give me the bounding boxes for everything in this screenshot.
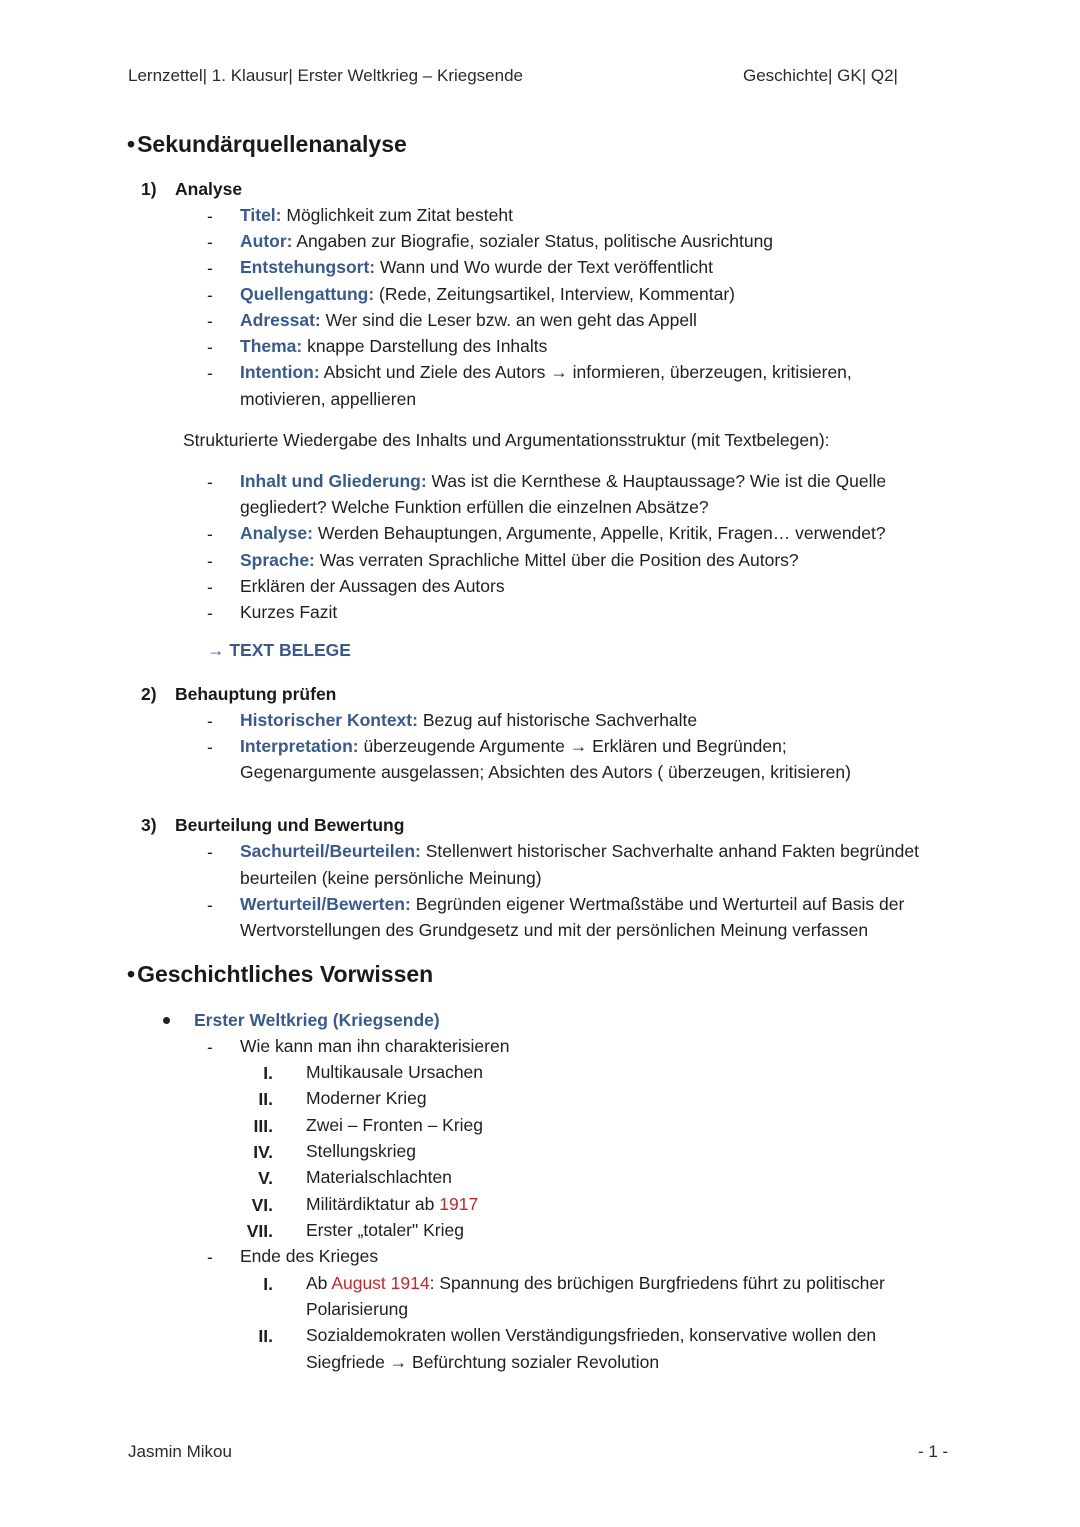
- dash-bullet: -: [207, 337, 213, 357]
- list-item: Kurzes Fazit: [240, 602, 338, 622]
- heading-text: Sekundärquellenanalyse: [137, 131, 407, 157]
- list-number: 2): [141, 684, 157, 704]
- section-heading-sekundaerquellenanalyse: [127, 131, 407, 158]
- roman-numeral: I.: [263, 1063, 273, 1083]
- footer-author: Jasmin Mikou: [128, 1442, 232, 1461]
- header-left: Lernzettel| 1. Klausur| Erster Weltkrieg – Kriegsende: [128, 66, 523, 85]
- dash-bullet: -: [207, 551, 213, 571]
- list-item: Sozialdemokraten wollen Verständigungsfrieden, konservative wollen den: [306, 1325, 877, 1345]
- list-item: Stellungskrieg: [306, 1141, 416, 1161]
- strukturierte-wiedergabe-text: Strukturierte Wiedergabe des Inhalts und Argumentationsstruktur (mit Textbelegen):: [183, 430, 830, 450]
- list-item: Zwei – Fronten – Krieg: [306, 1115, 484, 1135]
- subheading-beurteilung-bewertung: Beurteilung und Bewertung: [175, 815, 405, 835]
- roman-numeral: VI.: [251, 1195, 273, 1215]
- list-item-continuation: Gegenargumente ausgelassen; Absichten des Autors ( überzeugen, kritisieren): [240, 762, 851, 782]
- dash-bullet: -: [207, 472, 213, 492]
- dash-bullet: -: [207, 311, 213, 331]
- charakter-intro: Wie kann man ihn charakterisieren: [240, 1036, 510, 1056]
- roman-numeral: V.: [258, 1168, 273, 1188]
- list-item: Analyse: Werden Behauptungen, Argumente, Appelle, Kritik, Fragen… verwendet?: [240, 523, 886, 543]
- subheading-behauptung-pruefen: Behauptung prüfen: [175, 684, 337, 704]
- dash-bullet: -: [207, 524, 213, 544]
- list-item: Erklären der Aussagen des Autors: [240, 576, 505, 596]
- topic-erster-weltkrieg: Erster Weltkrieg (Kriegsende): [194, 1010, 440, 1030]
- ende-intro: Ende des Krieges: [240, 1246, 379, 1266]
- list-item: Materialschlachten: [306, 1167, 452, 1187]
- dash-bullet: -: [207, 737, 213, 757]
- heading-bullet: •: [127, 131, 136, 157]
- heading-text: Geschichtliches Vorwissen: [137, 961, 434, 987]
- dash-bullet: -: [207, 363, 213, 383]
- list-item: Werturteil/Bewerten: Begründen eigener Wertmaßstäbe und Werturteil auf Basis der: [240, 894, 905, 914]
- list-item-continuation: Polarisierung: [306, 1299, 409, 1319]
- dash-bullet: -: [207, 1247, 213, 1267]
- dash-bullet: -: [207, 842, 213, 862]
- list-number: 1): [141, 179, 157, 199]
- roman-numeral: II.: [258, 1089, 273, 1109]
- date-highlight: 1917: [439, 1194, 479, 1214]
- date-highlight: August 1914: [331, 1273, 430, 1293]
- list-item-continuation: motivieren, appellieren: [240, 389, 417, 409]
- dash-bullet: -: [207, 258, 213, 278]
- subheading-analyse: Analyse: [175, 179, 243, 199]
- dash-bullet: -: [207, 1037, 213, 1057]
- list-item-continuation: Siegfriede → Befürchtung sozialer Revolution: [306, 1352, 660, 1372]
- topic-bullet: [163, 1017, 170, 1024]
- heading-bullet: •: [127, 961, 136, 987]
- list-item: Historischer Kontext: Bezug auf historische Sachverhalte: [240, 710, 698, 730]
- page-number: - 1 -: [918, 1442, 949, 1461]
- list-item: Autor: Angaben zur Biografie, sozialer Status, politische Ausrichtung: [240, 231, 774, 251]
- dash-bullet: -: [207, 577, 213, 597]
- list-item: Multikausale Ursachen: [306, 1062, 484, 1082]
- list-item: Moderner Krieg: [306, 1088, 427, 1108]
- dash-bullet: -: [207, 285, 213, 305]
- list-item: Erster „totaler" Krieg: [306, 1220, 464, 1240]
- list-item: Sprache: Was verraten Sprachliche Mittel über die Position des Autors?: [240, 550, 799, 570]
- section-heading-geschichtliches-vorwissen: [127, 961, 433, 988]
- roman-numeral: IV.: [253, 1142, 273, 1162]
- dash-bullet: -: [207, 603, 213, 623]
- list-item: Ab August 1914: Spannung des brüchigen Burgfriedens führt zu politischer: [306, 1273, 885, 1293]
- dash-bullet: -: [207, 895, 213, 915]
- list-item: Quellengattung: (Rede, Zeitungsartikel, Interview, Kommentar): [240, 284, 735, 304]
- header-right: Geschichte| GK| Q2|: [743, 66, 898, 85]
- list-item: Interpretation: überzeugende Argumente → Erklären und Begründen;: [240, 736, 787, 756]
- dash-bullet: -: [207, 711, 213, 731]
- roman-numeral: I.: [263, 1274, 273, 1294]
- list-item: Inhalt und Gliederung: Was ist die Kernthese & Hauptaussage? Wie ist die Quelle: [240, 471, 887, 491]
- list-item-continuation: gegliedert? Welche Funktion erfüllen die einzelnen Absätze?: [240, 497, 709, 517]
- roman-numeral: VII.: [246, 1221, 273, 1241]
- list-item-continuation: beurteilen (keine persönliche Meinung): [240, 868, 542, 888]
- list-item-continuation: Wertvorstellungen des Grundgesetz und mit der persönlichen Meinung verfassen: [240, 920, 869, 940]
- dash-bullet: -: [207, 232, 213, 252]
- list-item: Adressat: Wer sind die Leser bzw. an wen geht das Appell: [240, 310, 697, 330]
- dash-bullet: -: [207, 206, 213, 226]
- list-number: 3): [141, 815, 157, 835]
- roman-numeral: III.: [253, 1116, 273, 1136]
- list-item: Entstehungsort: Wann und Wo wurde der Text veröffentlicht: [240, 257, 714, 277]
- list-item: Intention: Absicht und Ziele des Autors → informieren, überzeugen, kritisieren,: [240, 362, 852, 382]
- list-item: Titel: Möglichkeit zum Zitat besteht: [240, 205, 513, 225]
- list-item: Thema: knappe Darstellung des Inhalts: [240, 336, 548, 356]
- list-item: Sachurteil/Beurteilen: Stellenwert historischer Sachverhalte anhand Fakten begründet: [240, 841, 919, 861]
- list-item: Militärdiktatur ab 1917: [306, 1194, 479, 1214]
- roman-numeral: II.: [258, 1326, 273, 1346]
- text-belege-note: → TEXT BELEGE: [207, 640, 351, 660]
